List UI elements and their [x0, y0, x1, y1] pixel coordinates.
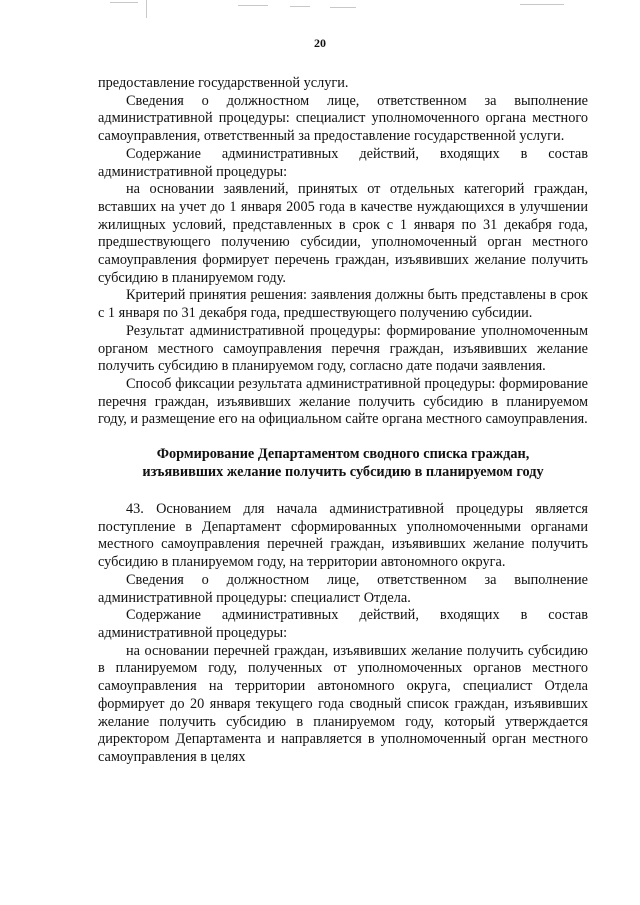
document-body: [98, 75, 588, 767]
paragraph: 43. Основанием для начала административной процедуры является поступление в Департамент сформированных уполномоченными органами местного самоуправления перечней граждан, изъявивших желание получить субсидию в планируемом году, на территории автономного округа.: [98, 501, 588, 571]
paragraph: Содержание административных действий, входящих в состав административной процедуры:: [98, 145, 588, 180]
scan-artifact: [330, 7, 356, 8]
section-heading: [98, 445, 588, 481]
scan-artifact: [110, 2, 138, 3]
paragraph: Содержание административных действий, входящих в состав административной процедуры:: [98, 607, 588, 641]
section-heading-line: изъявивших желание получить субсидию в планируемом году: [142, 464, 544, 481]
section-heading-line: Формирование Департаментом сводного списка граждан,: [156, 446, 530, 463]
paragraph: Результат административной процедуры: формирование уполномоченным органом местного самоуправления перечня граждан, изъявивших желание получить субсидию в планируемом году, согласно дате подачи заявления.: [98, 322, 588, 375]
scan-artifact: [520, 4, 564, 5]
paragraph: Способ фиксации результата административной процедуры: формирование перечня граждан, изъявивших желание получить субсидию в планируемом году, и размещение его на официальном сайте органа местного самоуправления.: [98, 375, 588, 428]
scan-artifact: [238, 5, 268, 6]
scan-artifact: [146, 0, 147, 18]
paragraph: на основании перечней граждан, изъявивших желание получить субсидию в планируемом году, полученных от уполномоченных органов местного самоуправления на территории автономного округа, специалист Отдела формирует до 20 января текущего года сводный список граждан, изъявивших желание получить субсидию в планируемом году, который утверждается директором Департамента и направляется в уполномоченный орган местного самоуправления в целях: [98, 642, 588, 765]
paragraph: Сведения о должностном лице, ответственном за выполнение административной процедуры: специалист уполномоченного органа местного самоуправления, ответственный за предоставление государственной услуги.: [98, 92, 588, 145]
paragraph: Сведения о должностном лице, ответственном за выполнение административной процедуры: специалист Отдела.: [98, 571, 588, 606]
paragraph: предоставление государственной услуги.: [98, 75, 349, 91]
paragraph: Критерий принятия решения: заявления должны быть представлены в срок с 1 января по 31 декабря года, предшествующего получению субсидии.: [98, 287, 588, 322]
paragraph: на основании заявлений, принятых от отдельных категорий граждан, вставших на учет до 1 января 2005 года в качестве нуждающихся в улучшении жилищных условий, представленных в срок с 1 января по 31 декабря года, предшествующего получению субсидии, уполномоченный орган местного самоуправления формирует перечень граждан, изъявивших желание получить субсидию в планируемом году.: [98, 181, 588, 286]
scan-artifact: [290, 6, 310, 7]
page-number: 20: [314, 36, 326, 50]
